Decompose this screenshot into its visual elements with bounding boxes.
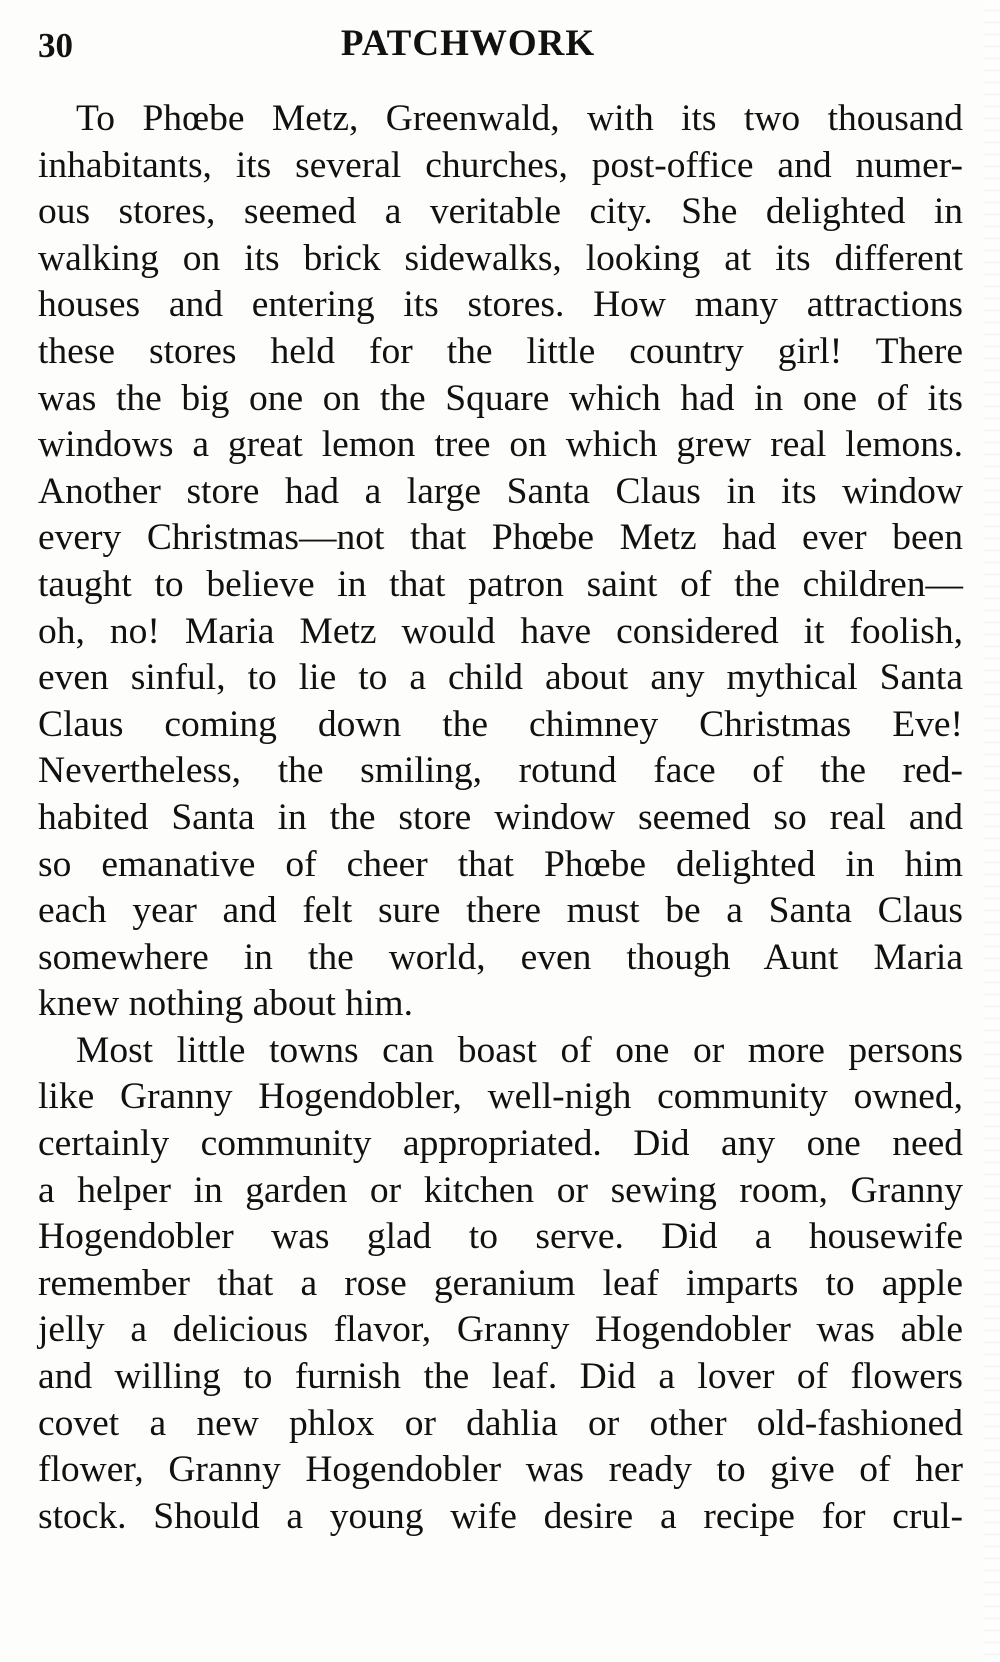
text-line: jelly a delicious flavor, Granny Hogendobler was able bbox=[38, 1309, 963, 1351]
text-line: windows a great lemon tree on which grew real lemons. bbox=[38, 424, 963, 466]
text-line: Claus coming down the chimney Christmas Eve! bbox=[38, 703, 963, 745]
text-line: like Granny Hogendobler, well-nigh community owned, bbox=[38, 1076, 963, 1118]
text-line: these stores held for the little country girl! There bbox=[38, 330, 963, 372]
page-edge-texture bbox=[984, 0, 1000, 1662]
paragraph-1 bbox=[38, 96, 963, 1028]
text-line: taught to believe in that patron saint of the children— bbox=[38, 563, 963, 605]
text-line: every Christmas—not that Phœbe Metz had ever been bbox=[38, 517, 963, 559]
text-line: oh, no! Maria Metz would have considered it foolish, bbox=[38, 610, 963, 652]
paragraph-2 bbox=[38, 1028, 963, 1541]
text-line: a helper in garden or kitchen or sewing room, Granny bbox=[38, 1169, 963, 1211]
text-line: Another store had a large Santa Claus in its window bbox=[38, 470, 963, 512]
text-line: somewhere in the world, even though Aunt Maria bbox=[38, 936, 963, 978]
text-line: remember that a rose geranium leaf imparts to apple bbox=[38, 1262, 963, 1304]
text-line: walking on its brick sidewalks, looking at its different bbox=[38, 237, 963, 279]
text-line: To Phœbe Metz, Greenwald, with its two thousand bbox=[76, 98, 963, 139]
text-line: Nevertheless, the smiling, rotund face of the red- bbox=[38, 750, 963, 792]
text-line: Hogendobler was glad to serve. Did a housewife bbox=[38, 1216, 963, 1258]
page-number: 30 bbox=[38, 26, 73, 65]
running-title: PATCHWORK bbox=[340, 23, 596, 64]
text-line: each year and felt sure there must be a Santa Claus bbox=[38, 890, 963, 932]
text-line: covet a new phlox or dahlia or other old-fashioned bbox=[38, 1402, 963, 1444]
text-line: was the big one on the Square which had in one of its bbox=[38, 377, 963, 419]
text-line: Most little towns can boast of one or more persons bbox=[76, 1029, 963, 1071]
text-line: and willing to furnish the leaf. Did a lover of flowers bbox=[38, 1356, 963, 1398]
text-line: stock. Should a young wife desire a recipe for crul- bbox=[38, 1495, 963, 1537]
text-line: habited Santa in the store window seemed so real and bbox=[38, 796, 963, 838]
body-text bbox=[38, 96, 963, 1540]
text-line: certainly community appropriated. Did any one need bbox=[38, 1123, 963, 1165]
text-line: so emanative of cheer that Phœbe delighted in him bbox=[38, 843, 963, 885]
text-line: houses and entering its stores. How many attractions bbox=[38, 284, 963, 326]
page-header bbox=[38, 22, 963, 72]
text-line: even sinful, to lie to a child about any mythical Santa bbox=[38, 657, 963, 699]
text-line: knew nothing about him. bbox=[38, 983, 413, 1025]
text-line: inhabitants, its several churches, post-office and numer- bbox=[38, 144, 963, 186]
text-line: flower, Granny Hogendobler was ready to give of her bbox=[38, 1449, 963, 1491]
text-line: ous stores, seemed a veritable city. She delighted in bbox=[38, 191, 963, 233]
